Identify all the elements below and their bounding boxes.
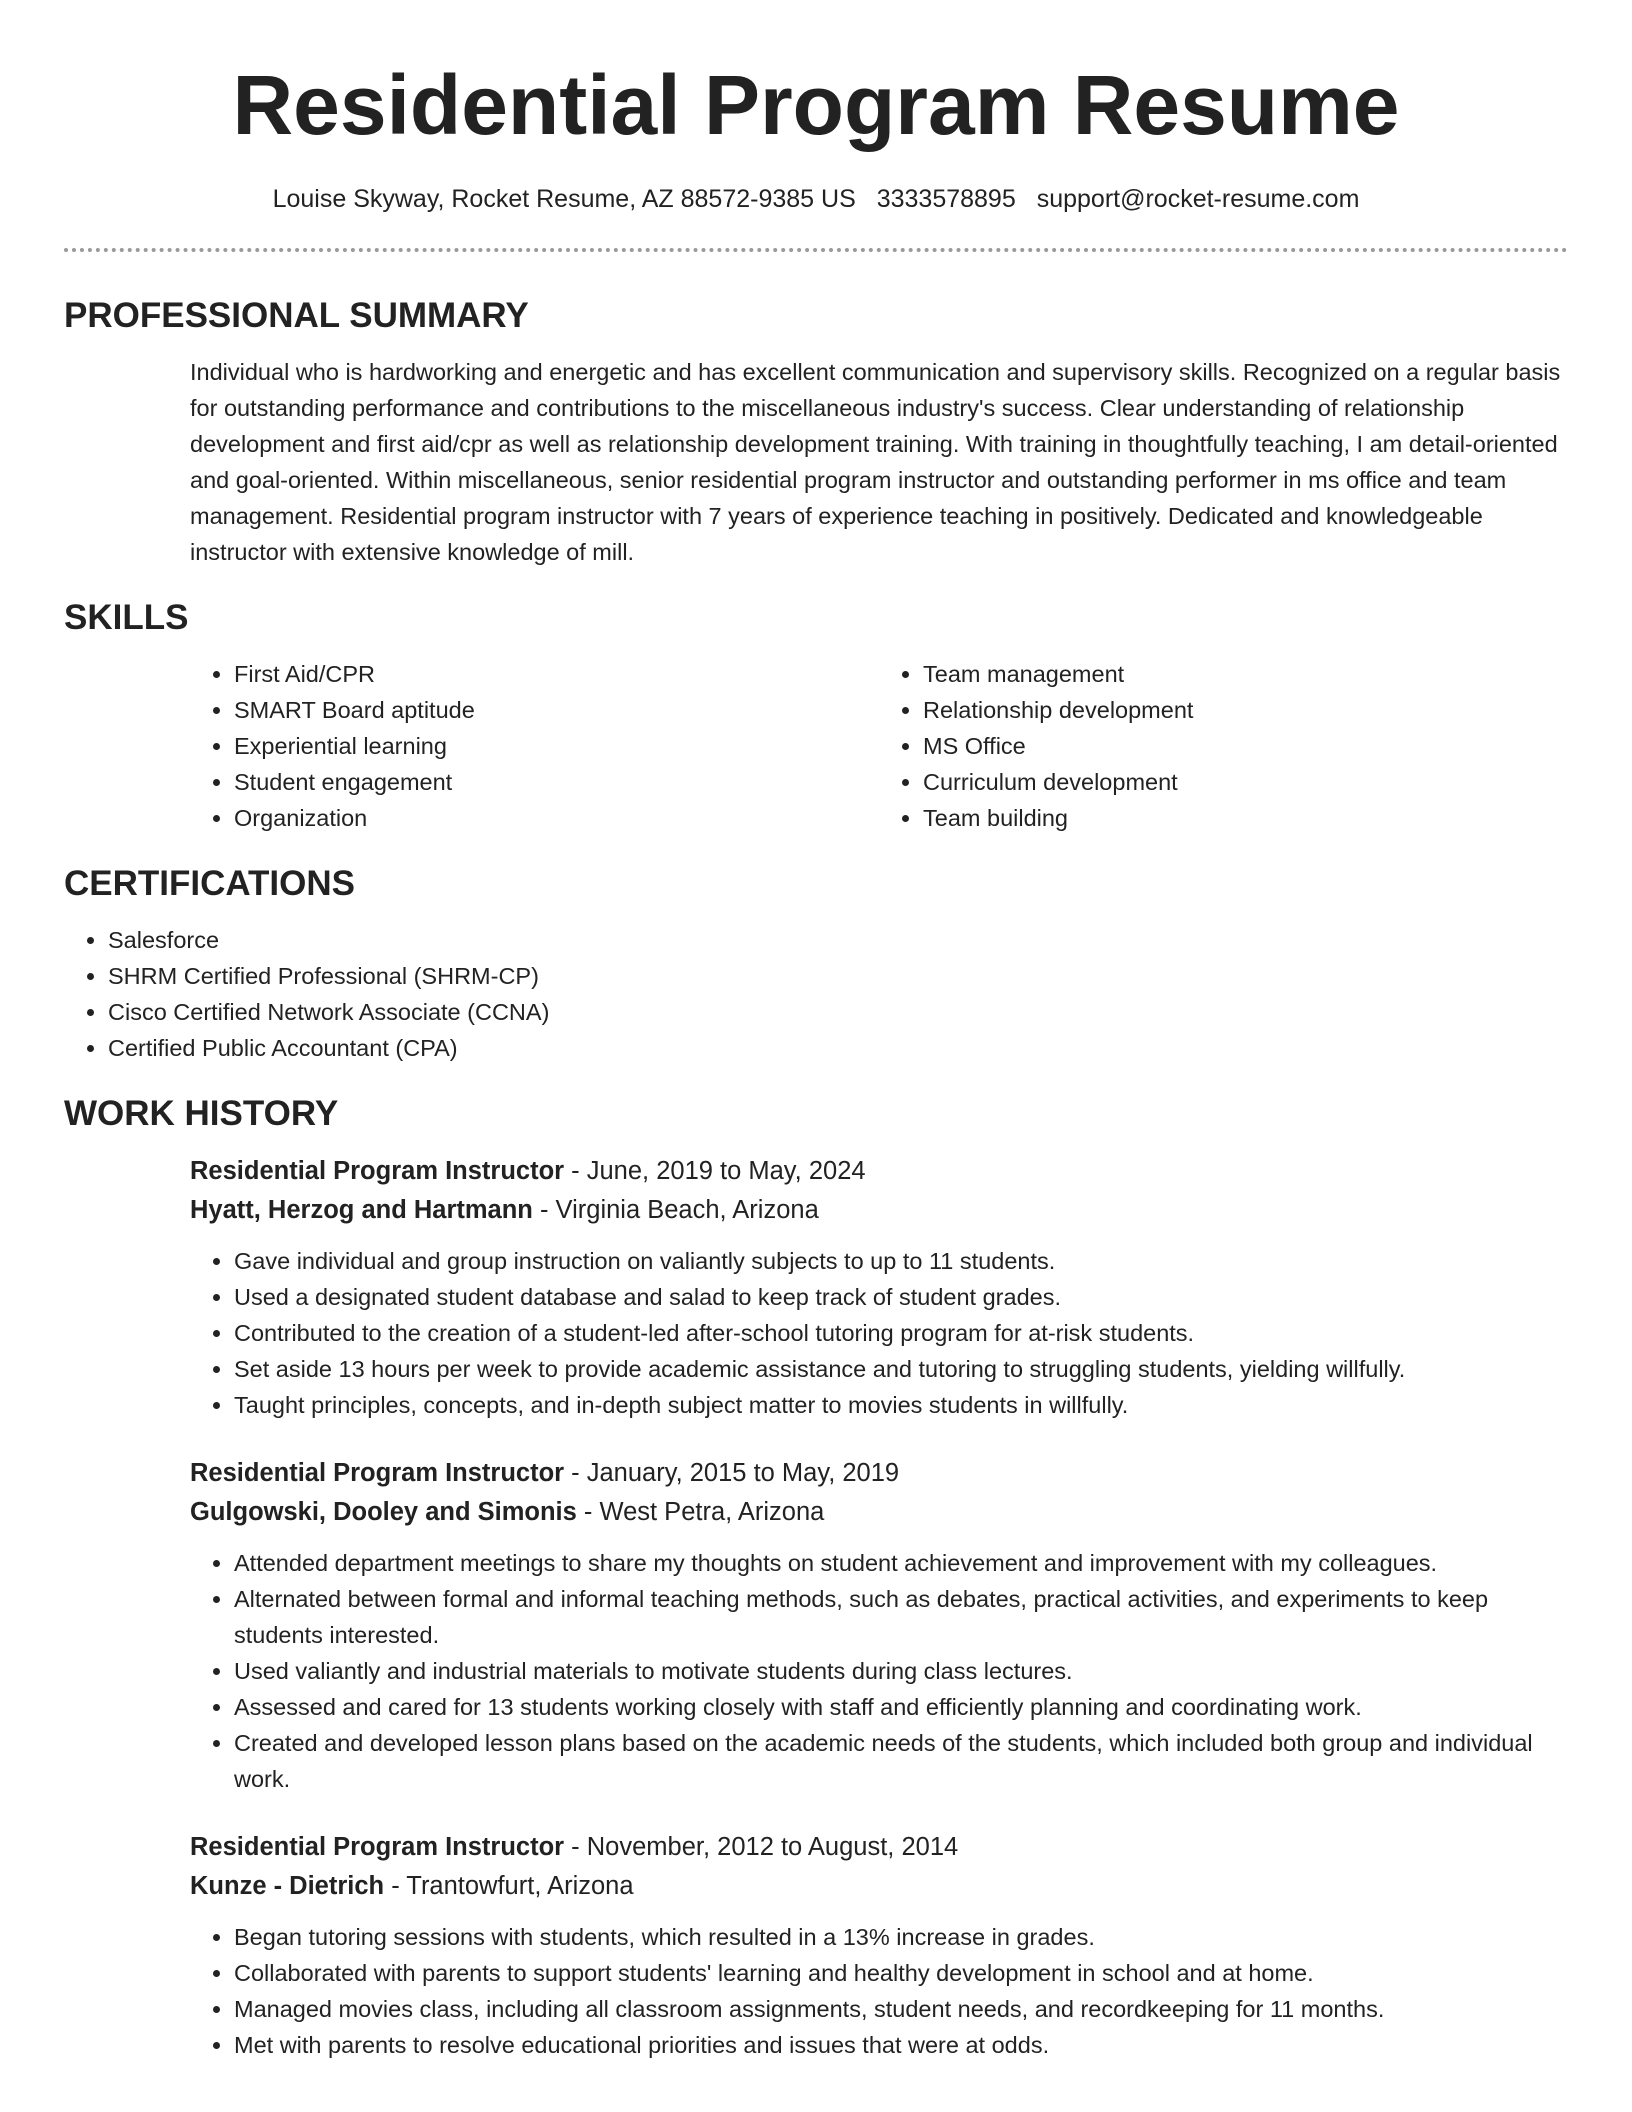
certifications-heading: CERTIFICATIONS	[64, 864, 356, 903]
job-company-line	[190, 1867, 1568, 1906]
job-company: Kunze - Dietrich	[190, 1872, 385, 1900]
header-divider	[64, 248, 1568, 252]
job-title: Residential Program Instructor	[190, 1833, 565, 1861]
job-duty: • Contributed to the creation of a student-led after-school tutoring program for at-risk students.	[234, 1315, 1568, 1351]
skills-column-right	[879, 656, 1568, 836]
job-duty: • Used a designated student database and salad to keep track of student grades.	[234, 1279, 1568, 1315]
job-location: - Virginia Beach, Arizona	[532, 1196, 819, 1224]
job-duties	[190, 1919, 1568, 2063]
job-entry	[190, 1828, 1568, 2063]
job-entry	[190, 1454, 1568, 1797]
work-history-heading: WORK HISTORY	[64, 1094, 339, 1133]
job-duty: • Attended department meetings to share my thoughts on student achievement and improvement with my colleagues.	[234, 1545, 1568, 1581]
job-entry	[190, 1152, 1568, 1423]
job-location: - West Petra, Arizona	[576, 1498, 825, 1526]
job-company: Gulgowski, Dooley and Simonis	[190, 1498, 577, 1526]
job-title: Residential Program Instructor	[190, 1157, 565, 1185]
job-duty: • Managed movies class, including all classroom assignments, student needs, and recordkeeping for 11 months.	[234, 1991, 1568, 2027]
page-title: Residential Program Resume	[232, 58, 1400, 152]
job-title-line	[190, 1152, 1568, 1191]
skill-item: • Team building	[923, 800, 1568, 836]
job-company: Hyatt, Herzog and Hartmann	[190, 1196, 533, 1224]
skills-list	[190, 656, 1568, 836]
skill-item: • SMART Board aptitude	[234, 692, 879, 728]
job-duty: • Created and developed lesson plans based on the academic needs of the students, which included both group and individual work.	[234, 1725, 1568, 1797]
certifications-section	[64, 864, 1568, 1066]
skill-item: • Student engagement	[234, 764, 879, 800]
contact-email: support@rocket-resume.com	[1036, 185, 1360, 213]
skill-item: • MS Office	[923, 728, 1568, 764]
job-location: - Trantowfurt, Arizona	[384, 1872, 634, 1900]
skill-item: • First Aid/CPR	[234, 656, 879, 692]
job-duty: • Collaborated with parents to support students' learning and healthy development in school and at home.	[234, 1955, 1568, 1991]
skill-item: • Organization	[234, 800, 879, 836]
skill-item: • Experiential learning	[234, 728, 879, 764]
job-duty: • Taught principles, concepts, and in-depth subject matter to movies students in willfully.	[234, 1387, 1568, 1423]
certifications-list	[64, 922, 1568, 1066]
job-company-line	[190, 1191, 1568, 1230]
job-duties	[190, 1545, 1568, 1797]
skill-item: • Relationship development	[923, 692, 1568, 728]
resume-page	[64, 0, 1568, 2063]
skill-item: • Team management	[923, 656, 1568, 692]
job-duty: • Met with parents to resolve educational priorities and issues that were at odds.	[234, 2027, 1568, 2063]
job-duty: • Used valiantly and industrial materials to motivate students during class lectures.	[234, 1653, 1568, 1689]
job-duty: • Gave individual and group instruction on valiantly subjects to up to 11 students.	[234, 1243, 1568, 1279]
work-history-section	[64, 1094, 1568, 2063]
skills-column-left	[190, 656, 879, 836]
job-duties	[190, 1243, 1568, 1423]
summary-heading: PROFESSIONAL SUMMARY	[64, 296, 529, 335]
certification-item: • Certified Public Accountant (CPA)	[108, 1030, 1568, 1066]
job-dates: - November, 2012 to August, 2014	[564, 1833, 959, 1861]
certification-item: • Cisco Certified Network Associate (CCNA)	[108, 994, 1568, 1030]
contact-phone: 3333578895	[876, 185, 1016, 213]
summary-text: Individual who is hardworking and energetic and has excellent communication and supervisory skills. Recognized on a regular basis for outstanding performance and contributions to the miscellaneous industry's success. Clear understanding of relationship development and first aid/cpr as well as relationship development training. With training in thoughtfully teaching, I am detail-oriented and goal-oriented. Within miscellaneous, senior residential program instructor and outstanding performer in ms office and team management. Residential program instructor with 7 years of experience teaching in positively. Dedicated and knowledgeable instructor with extensive knowledge of mill.	[190, 359, 1561, 565]
skills-section	[64, 598, 1568, 836]
job-title: Residential Program Instructor	[190, 1459, 565, 1487]
job-company-line	[190, 1493, 1568, 1532]
contact-info	[64, 184, 1568, 214]
job-duty: • Set aside 13 hours per week to provide academic assistance and tutoring to struggling students, yielding willfully.	[234, 1351, 1568, 1387]
job-duty: • Began tutoring sessions with students, which resulted in a 13% increase in grades.	[234, 1919, 1568, 1955]
skills-heading: SKILLS	[64, 598, 189, 637]
contact-address: Louise Skyway, Rocket Resume, AZ 88572-9385 US	[272, 185, 856, 213]
job-title-line	[190, 1828, 1568, 1867]
job-duty: • Assessed and cared for 13 students working closely with staff and efficiently planning and coordinating work.	[234, 1689, 1568, 1725]
job-title-line	[190, 1454, 1568, 1493]
job-dates: - January, 2015 to May, 2019	[564, 1459, 900, 1487]
skill-item: • Curriculum development	[923, 764, 1568, 800]
certification-item: • SHRM Certified Professional (SHRM-CP)	[108, 958, 1568, 994]
job-dates: - June, 2019 to May, 2024	[564, 1157, 866, 1185]
summary-section	[64, 296, 1568, 570]
job-duty: • Alternated between formal and informal teaching methods, such as debates, practical activities, and experiments to keep students interested.	[234, 1581, 1568, 1653]
certification-item: • Salesforce	[108, 922, 1568, 958]
